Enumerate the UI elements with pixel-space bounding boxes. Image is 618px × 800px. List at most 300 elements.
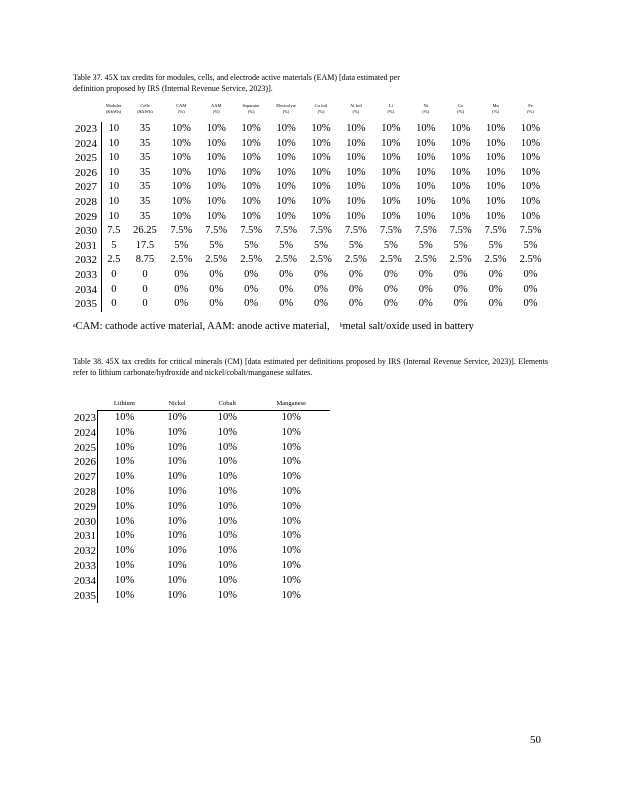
table-cell: 10%: [115, 545, 135, 557]
table-cell: 35: [139, 195, 151, 207]
table38-column-header: Cobalt: [202, 398, 252, 411]
table-row: [73, 559, 330, 574]
table-cell: 10%: [381, 137, 401, 149]
column-header-label: Li: [388, 103, 393, 108]
table-row: [73, 485, 330, 500]
table-cell: 5%: [453, 239, 468, 251]
table-cell: 10%: [171, 210, 191, 222]
column-header-unit: (%): [422, 109, 430, 114]
table-cell: 10%: [276, 195, 296, 207]
table-cell: 10%: [217, 456, 237, 468]
table-cell: 10%: [115, 500, 135, 512]
table-cell: 0%: [244, 298, 259, 310]
footnote-a-mark: a: [73, 323, 76, 329]
table-row: [73, 455, 330, 470]
table-cell: 10%: [451, 137, 471, 149]
table-cell: 10%: [485, 152, 506, 164]
table-cell: 10%: [346, 195, 366, 207]
row-year: 2023: [73, 122, 101, 137]
table-row: [73, 151, 548, 166]
table-cell: 0%: [279, 268, 294, 280]
table-cell: 10%: [346, 210, 366, 222]
table-cell: 7.5%: [205, 225, 228, 237]
table-cell: 10%: [167, 515, 187, 527]
table-cell: 10%: [416, 181, 436, 193]
row-year: 2026: [74, 456, 96, 469]
table-cell: 7.5%: [344, 225, 367, 237]
table-row: [73, 253, 548, 268]
table-cell: 5%: [174, 239, 189, 251]
table-cell: 5%: [348, 239, 363, 251]
table-cell: 10%: [206, 166, 226, 178]
table-cell: 10%: [206, 181, 226, 193]
table-cell: 2.5%: [240, 254, 263, 266]
table-cell: 0%: [348, 268, 363, 280]
table-cell: 10%: [115, 412, 135, 423]
table-cell: 2.5%: [519, 254, 542, 266]
footnote-b-text: metal salt/oxide used in battery: [342, 321, 474, 332]
row-year: 2035: [74, 589, 96, 602]
table-cell: 0%: [209, 283, 224, 295]
row-year: 2028: [73, 195, 101, 210]
row-year: 2025: [74, 441, 96, 454]
table-cell: 10%: [311, 123, 331, 134]
table-cell: 10%: [241, 152, 261, 164]
page-number: 50: [530, 734, 541, 746]
table-cell: 10%: [520, 152, 541, 164]
table-cell: 0%: [174, 268, 189, 280]
table-cell: 10%: [451, 166, 471, 178]
table-row: [73, 589, 330, 604]
table38-column-header: Manganese: [253, 398, 330, 411]
table-cell: 10%: [311, 137, 331, 149]
table37-caption-line1: Table 37. 45X tax credits for modules, cells, and electrode active materials (EAM) [data estimated per: [73, 73, 400, 82]
table-cell: 10%: [167, 456, 187, 468]
row-year: 2026: [73, 166, 101, 181]
table-row: [73, 166, 548, 181]
column-header-label: Cells: [140, 103, 150, 108]
table37-body: [73, 122, 548, 312]
table-cell: 10%: [115, 559, 135, 571]
table-cell: 0%: [453, 283, 468, 295]
table-row: [73, 283, 548, 298]
table37-column-header: [304, 103, 339, 122]
table-cell: 10%: [217, 471, 237, 483]
table-cell: 10%: [281, 545, 301, 557]
table-row: [73, 426, 330, 441]
column-header-unit: (%): [317, 109, 325, 114]
table-cell: 10%: [346, 123, 366, 134]
footnote-a-text: CAM: cathode active material, AAM: anode active material,: [75, 321, 330, 332]
table-cell: 17.5: [135, 239, 155, 251]
table-cell: 10%: [241, 137, 261, 149]
row-year: 2034: [74, 574, 96, 587]
table38-column-header: Nickel: [152, 398, 202, 411]
table-cell: 10%: [217, 500, 237, 512]
table-cell: 10%: [167, 559, 187, 571]
table-cell: 10%: [276, 210, 296, 222]
table-cell: 10%: [217, 426, 237, 438]
table-cell: 10%: [115, 426, 135, 438]
table-cell: 10%: [346, 166, 366, 178]
column-header-label: Co: [458, 103, 464, 108]
table37-column-header: [373, 103, 408, 122]
table-cell: 10%: [311, 210, 331, 222]
table-row: [73, 574, 330, 589]
table-cell: 10%: [311, 152, 331, 164]
table-cell: 0%: [383, 268, 398, 280]
table37-column-header: [408, 103, 443, 122]
table-cell: 10%: [451, 181, 471, 193]
row-year: 2034: [73, 283, 101, 298]
table-cell: 10%: [416, 152, 436, 164]
column-header-label: CAM: [176, 103, 187, 108]
table-row: [73, 268, 548, 283]
table-cell: 10%: [115, 515, 135, 527]
table-cell: 10%: [311, 181, 331, 193]
table-cell: 10%: [167, 471, 187, 483]
column-header-unit: (%): [212, 109, 220, 114]
row-year: 2029: [73, 210, 101, 225]
table37-column-header: [478, 103, 513, 122]
table-cell: 10%: [167, 589, 187, 601]
table-cell: 10: [108, 152, 120, 164]
table-cell: 10%: [167, 500, 187, 512]
row-year: 2031: [73, 239, 101, 254]
table-cell: 10%: [217, 545, 237, 557]
table-cell: 35: [139, 137, 151, 149]
table-row: [73, 470, 330, 485]
table-cell: 10: [108, 166, 120, 178]
table37-caption-line2: definition proposed by IRS (Internal Revenue Service, 2023)].: [73, 83, 273, 93]
table-cell: 10: [108, 181, 120, 193]
table-cell: 2.5%: [310, 254, 332, 266]
table-cell: 0%: [348, 298, 363, 310]
table-cell: 0: [142, 283, 148, 295]
table38-body: [73, 411, 330, 604]
table-cell: 5%: [488, 239, 503, 251]
table-cell: 10%: [115, 441, 135, 453]
table-cell: 7.5%: [170, 225, 193, 237]
table38: [73, 398, 330, 603]
table-cell: 10%: [381, 210, 401, 222]
column-header-label: Electrolyte: [276, 103, 296, 108]
row-year: 2031: [74, 530, 96, 543]
table-row: [73, 544, 330, 559]
table-cell: 10%: [167, 441, 187, 453]
table-cell: 10%: [206, 152, 226, 164]
table-cell: 10%: [281, 574, 301, 586]
table-cell: 2.5%: [344, 254, 367, 266]
table-cell: 10%: [217, 574, 237, 586]
table-cell: 10%: [416, 137, 436, 149]
table-cell: 7.5%: [484, 225, 507, 237]
table-cell: 10%: [171, 137, 191, 149]
table-cell: 10%: [311, 166, 331, 178]
row-year: 2033: [73, 268, 101, 283]
table-row: [73, 239, 548, 254]
table-cell: 10%: [381, 166, 401, 178]
table-row: [73, 122, 548, 137]
table-cell: 10%: [217, 589, 237, 601]
table37-column-header: [164, 103, 199, 122]
table-cell: 10%: [115, 456, 135, 468]
table-cell: 10%: [206, 123, 226, 134]
row-year: 2030: [74, 515, 96, 528]
table-row: [73, 195, 548, 210]
table-cell: 10: [108, 137, 120, 149]
table-cell: 10%: [115, 589, 135, 601]
table-cell: 10%: [520, 123, 541, 134]
table-cell: 0%: [418, 298, 433, 310]
table-cell: 10%: [281, 530, 301, 542]
column-header-label: Mn: [492, 103, 499, 108]
table-cell: 10%: [217, 530, 237, 542]
table-cell: 10%: [485, 166, 506, 178]
table-cell: 10%: [520, 166, 541, 178]
column-header-unit: (%): [247, 109, 255, 114]
table-row: [73, 441, 330, 456]
table-cell: 35: [139, 152, 151, 164]
row-year: 2025: [73, 151, 101, 166]
row-year: 2035: [73, 297, 101, 312]
table-cell: 10%: [115, 471, 135, 483]
table-cell: 0%: [383, 283, 398, 295]
table-cell: 5%: [523, 239, 538, 251]
table-cell: 0%: [209, 298, 224, 310]
row-year: 2024: [73, 137, 101, 152]
table-cell: 0: [142, 268, 148, 280]
column-header-unit: ($/kWh): [105, 109, 122, 114]
table-cell: 10%: [520, 181, 541, 193]
table-cell: 0%: [174, 298, 189, 310]
table-cell: 0%: [244, 283, 259, 295]
table-cell: 7.5: [107, 225, 121, 237]
table-cell: 2.5%: [414, 254, 437, 266]
table-cell: 10%: [276, 137, 296, 149]
table-cell: 0%: [523, 283, 538, 295]
table-cell: 10%: [281, 485, 301, 497]
row-year: 2024: [74, 426, 96, 439]
table-cell: 10%: [217, 485, 237, 497]
table-cell: 10%: [241, 123, 261, 134]
table-cell: 10%: [485, 181, 506, 193]
table-cell: 10%: [281, 426, 301, 438]
table38-caption-line1: Table 38. 45X tax credits for critical minerals (CM) [data estimated per definitions proposed by IRS (Internal: [73, 357, 431, 366]
table-cell: 7.5%: [310, 225, 332, 237]
table38-header-row: [73, 398, 330, 411]
table-cell: 0%: [523, 268, 538, 280]
column-header-label: Ni: [423, 103, 428, 108]
table-cell: 0%: [418, 268, 433, 280]
row-year: 2030: [73, 224, 101, 239]
table-cell: 35: [139, 210, 151, 222]
table-cell: 10%: [276, 166, 296, 178]
table37-column-header: [443, 103, 478, 122]
table-cell: 10%: [281, 559, 301, 571]
column-header-unit: (%): [387, 109, 395, 114]
table-cell: 0%: [313, 283, 328, 295]
table-cell: 10%: [281, 441, 301, 453]
table-cell: 5%: [244, 239, 259, 251]
table-cell: 10: [108, 195, 120, 207]
table-cell: 10%: [167, 426, 187, 438]
table-cell: 2.5%: [484, 254, 507, 266]
table37-header-row: [73, 103, 548, 122]
table-cell: 10%: [381, 123, 401, 134]
table-cell: 10%: [171, 152, 191, 164]
column-header-unit: (%): [492, 109, 499, 114]
table-cell: 10%: [346, 181, 366, 193]
table-cell: 2.5%: [170, 254, 193, 266]
row-year: 2027: [74, 471, 96, 484]
row-year: 2032: [73, 253, 101, 268]
table-cell: 10%: [115, 530, 135, 542]
table-cell: 7.5%: [275, 225, 297, 237]
table-cell: 7.5%: [449, 225, 472, 237]
table-cell: 10%: [241, 195, 261, 207]
table37-column-header: [101, 103, 126, 122]
table-cell: 10%: [485, 137, 506, 149]
column-header-unit: (%): [177, 109, 185, 114]
table-cell: 10%: [281, 456, 301, 468]
table-cell: 2.5%: [379, 254, 402, 266]
table-row: [73, 180, 548, 195]
table-cell: 10%: [171, 123, 191, 134]
table37-caption: [73, 73, 548, 94]
column-header-unit: (%): [352, 109, 360, 114]
column-header-unit: (%): [457, 109, 465, 114]
table-cell: 5: [111, 239, 117, 251]
table-cell: 0%: [453, 298, 468, 310]
table37-footnote: [73, 320, 553, 334]
table-cell: 2.5%: [205, 254, 228, 266]
column-header-label: Separator: [242, 103, 260, 108]
table-cell: 10%: [115, 485, 135, 497]
table-cell: 7.5%: [414, 225, 437, 237]
table-cell: 10%: [217, 515, 237, 527]
row-year: 2032: [74, 545, 96, 558]
column-header-label: Modules: [105, 103, 122, 108]
table-cell: 0: [111, 268, 117, 280]
row-year: 2027: [73, 180, 101, 195]
table-cell: 35: [139, 166, 151, 178]
column-header-unit: (%): [527, 109, 534, 114]
table-cell: 10%: [217, 559, 237, 571]
table37-column-header: [269, 103, 304, 122]
row-year: 2029: [74, 500, 96, 513]
table-row: [73, 224, 548, 239]
table-cell: 0%: [418, 283, 433, 295]
table-cell: 10%: [311, 195, 331, 207]
table38-caption-line3: sulfates.: [285, 367, 313, 377]
table-cell: 10%: [241, 210, 261, 222]
table-cell: 10%: [346, 152, 366, 164]
table-cell: 0%: [209, 268, 224, 280]
table37-column-header: [338, 103, 373, 122]
table-cell: 0%: [244, 268, 259, 280]
table-cell: 10%: [167, 574, 187, 586]
table-cell: 10%: [451, 123, 471, 134]
table-cell: 10%: [416, 166, 436, 178]
table-cell: 0: [111, 298, 117, 310]
table-cell: 26.25: [133, 225, 157, 237]
column-header-label: AAM: [210, 103, 222, 108]
table-cell: 10%: [520, 137, 541, 149]
table-cell: 10%: [485, 123, 506, 134]
column-header-label: Al foil: [349, 103, 362, 108]
table-cell: 0: [111, 283, 117, 295]
table-cell: 10%: [115, 574, 135, 586]
table-cell: 2.5: [107, 254, 121, 266]
table-cell: 10%: [217, 441, 237, 453]
table-cell: 10%: [171, 181, 191, 193]
table-cell: 5%: [209, 239, 224, 251]
table37-column-header: [234, 103, 269, 122]
column-header-label: Fe: [528, 103, 533, 108]
table38-caption: [73, 357, 548, 378]
table-row: [73, 297, 548, 312]
table-cell: 0%: [488, 283, 503, 295]
table-cell: 0%: [279, 298, 294, 310]
table-cell: 0%: [348, 283, 363, 295]
table-cell: 2.5%: [275, 254, 297, 266]
table-cell: 10%: [281, 500, 301, 512]
table-cell: 35: [139, 123, 151, 134]
table-cell: 0%: [313, 268, 328, 280]
column-header-label: Cu foil: [314, 103, 328, 108]
table-cell: 8.75: [135, 254, 155, 266]
table-cell: 10%: [520, 195, 541, 207]
table38-column-header: Lithium: [97, 398, 152, 411]
table-cell: 10%: [281, 515, 301, 527]
row-year: 2033: [74, 559, 96, 572]
table-cell: 10%: [346, 137, 366, 149]
table-cell: 10%: [416, 210, 436, 222]
column-header-unit: (%): [282, 109, 290, 114]
row-year: 2023: [73, 411, 97, 426]
table-cell: 0%: [383, 298, 398, 310]
table38-caption-line2: Revenue Service, 2023)]. Elements refer to lithium carbonate/hydroxide and nickel/cobalt/manganese: [73, 357, 549, 377]
table-cell: 10%: [167, 412, 187, 423]
table-cell: 10%: [381, 152, 401, 164]
table-cell: 10%: [451, 195, 471, 207]
table-row: [73, 411, 330, 426]
table37-column-header: [199, 103, 234, 122]
table-cell: 10%: [167, 530, 187, 542]
table-cell: 10%: [206, 137, 226, 149]
table-cell: 2.5%: [449, 254, 472, 266]
table-cell: 10%: [451, 210, 471, 222]
table-cell: 10%: [381, 181, 401, 193]
table-cell: 10%: [167, 485, 187, 497]
table-cell: 10%: [206, 195, 226, 207]
table-cell: 7.5%: [379, 225, 402, 237]
table-cell: 10%: [241, 181, 261, 193]
table-cell: 10%: [206, 210, 226, 222]
table37-corner-header: [73, 103, 101, 122]
table-cell: 10%: [171, 195, 191, 207]
table-cell: 10%: [281, 589, 301, 601]
table-cell: 10%: [276, 123, 296, 134]
table-cell: 0%: [313, 298, 328, 310]
table-row: [73, 500, 330, 515]
table37-column-header: [126, 103, 164, 122]
table-cell: 10%: [281, 471, 301, 483]
table-cell: 10: [108, 210, 120, 222]
table-cell: 10%: [167, 545, 187, 557]
table-cell: 10%: [416, 195, 436, 207]
